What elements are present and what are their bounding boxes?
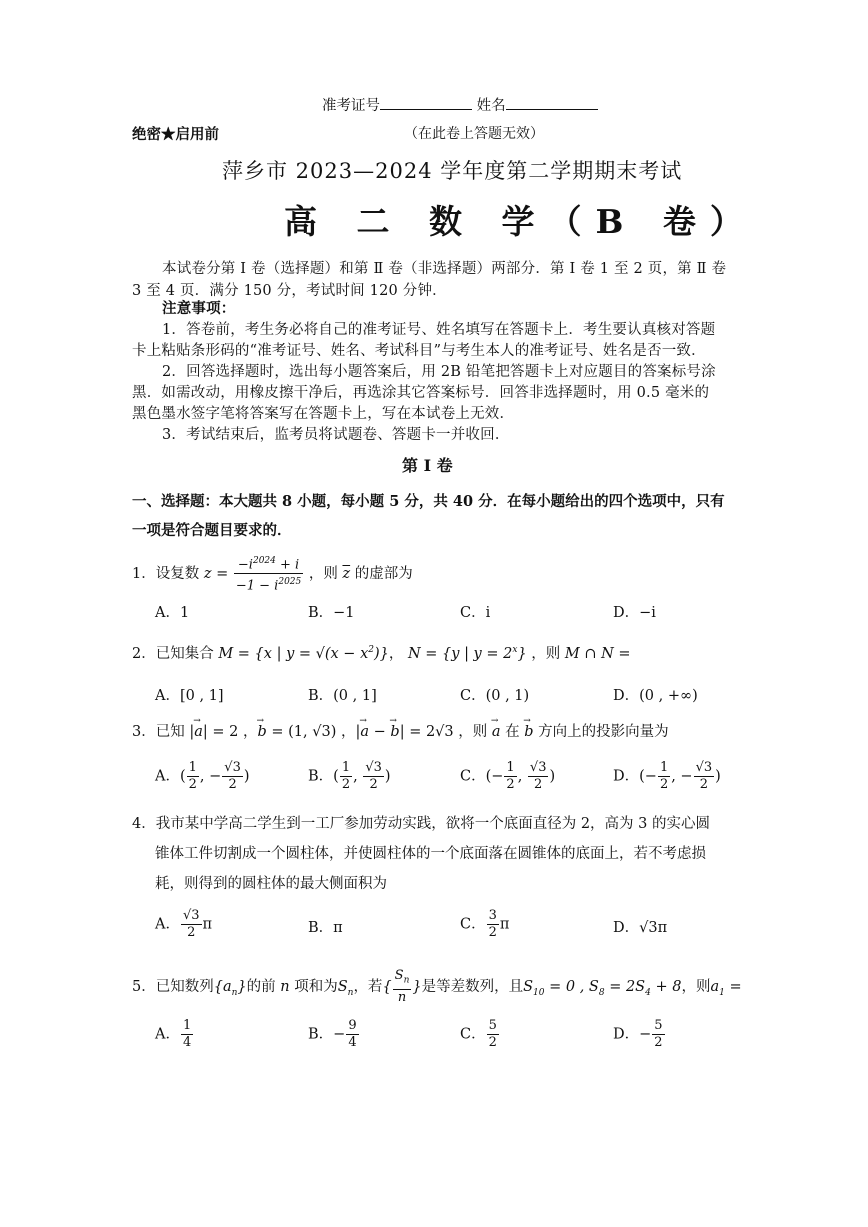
q1-option-d[interactable]: D．−i [613, 605, 656, 621]
question-4-line: 锥体工件切割成一个圆柱体，并使圆柱体的一个底面落在圆锥体的底面上，若不考虑损 [155, 846, 706, 862]
q3-conditions: |→ a| = 2 ，→ b = (1, √3) ，|→ a − → b| = 2√3 ，则 → a 在 → b [189, 724, 533, 740]
question-4-line: 耗，则得到的圆柱体的最大侧面积为 [155, 876, 387, 892]
q2-option-a[interactable]: A．[0 , 1] [155, 688, 224, 704]
subject-title: 高 二 数 学（B 卷） [284, 202, 757, 241]
q1-formula: z = $\frac{-i^{2024} + i}{-1 - i^{2025}}$ [204, 566, 309, 582]
q1-conjugate: $\overline{z}$ [342, 565, 351, 582]
section-one-line: 一、选择题：本大题共 8 小题，每小题 5 分，共 40 分．在每小题给出的四个选项中，只有 [132, 493, 725, 510]
exam-number-blank [380, 95, 472, 110]
q3-prefix: 3．已知 [132, 724, 185, 740]
q2-set-m: M = {x | $y = √(x - x^2)$} [218, 645, 389, 662]
q5-option-a[interactable]: A． $\frac{1}{4}$ [155, 1018, 192, 1050]
notice-line: 1．答卷前，考生务必将自己的准考证号、姓名填写在答题卡上．考生要认真核对答题 [162, 322, 716, 338]
intro-line: 3 至 4 页．满分 150 分，考试时间 120 分钟． [132, 283, 447, 299]
q5-option-b[interactable]: B．− $\frac{9}{4}$ [308, 1018, 357, 1050]
intro-line: 本试卷分第 Ⅰ 卷（选择题）和第 Ⅱ 卷（非选择题）两部分．第 Ⅰ 卷 1 至 2 页，第 Ⅱ 卷 [162, 261, 727, 277]
q2-suffix: ，则 [531, 645, 561, 662]
notice-heading: 注意事项： [162, 300, 236, 317]
q2-option-c[interactable]: C．(0 , 1) [460, 688, 530, 704]
name-label: 姓名 [476, 98, 506, 114]
q2-prefix: 2．已知集合 [132, 645, 214, 662]
q2-set-n: N = {y | $y = 2^x$} [407, 645, 527, 662]
q4-option-d[interactable]: D．√3π [613, 920, 668, 936]
q4-option-a[interactable]: A． $\frac{√3}{2}$ π [155, 908, 213, 940]
notice-line: 2．回答选择题时，选出每小题答案后，用 2B 铅笔把答题卡上对应题目的答案标号涂 [162, 364, 716, 380]
question-3 [132, 720, 669, 744]
secret-label: 绝密★启用前 [132, 126, 219, 143]
q4-option-b[interactable]: B．π [308, 920, 343, 936]
notice-line: 3．考试结束后，监考员将试题卷、答题卡一并收回． [162, 427, 510, 443]
question-4-line: 4．我市某中学高二学生到一工厂参加劳动实践，欲将一个底面直径为 2，高为 3 的实心圆 [132, 816, 710, 832]
q5-prefix: 5．已知数列 [132, 978, 214, 995]
q1-option-b[interactable]: B．−1 [308, 605, 355, 621]
part-one-heading: 第 Ⅰ 卷 [402, 456, 453, 475]
exam-number-label: 准考证号 [322, 98, 380, 114]
exam-number-field [322, 94, 598, 115]
q2-option-b[interactable]: B．(0 , 1] [308, 688, 377, 704]
question-2: 2．已知集合 M = {x | $y = √(x - x^2)$}， N = {y | $y = 2^x$} ，则 M ∩ N = [132, 645, 631, 662]
q3-option-c[interactable]: C．(− $\frac{1}{2}$ , $\frac{√3}{2}$ ) [460, 760, 556, 792]
answer-invalid-note: （在此卷上答题无效） [404, 126, 544, 142]
q1-suffix: ，则 [308, 565, 338, 582]
exam-title: 萍乡市 2023—2024 学年度第二学期期末考试 [222, 159, 683, 183]
q5-option-c[interactable]: C． $\frac{5}{2}$ [460, 1018, 497, 1050]
q2-intersection: M ∩ N = [564, 645, 631, 662]
q1-prefix: 1．设复数 [132, 565, 200, 582]
q3-option-a[interactable]: A．( $\frac{1}{2}$ , − $\frac{√3}{2}$ ) [155, 760, 250, 792]
notice-line: 黑色墨水签字笔将答案写在答题卡上，写在本试卷上无效． [132, 406, 515, 422]
q4-option-b-value: π [333, 920, 343, 936]
q3-option-d[interactable]: D．(− $\frac{1}{2}$ , − $\frac{√3}{2}$ ) [613, 760, 721, 792]
section-one-line: 一项是符合题目要求的． [132, 522, 292, 539]
q3-mid: 方向上的投影向量为 [538, 724, 669, 740]
question-1 [132, 553, 413, 595]
q1-suffix2: 的虚部为 [354, 565, 413, 582]
notice-line: 黑．如需改动，用橡皮擦干净后，再选涂其它答案标号．回答非选择题时，用 0.5 毫米的 [132, 385, 710, 401]
q2-option-d[interactable]: D．(0 , +∞) [613, 688, 698, 704]
q3-option-b[interactable]: B．( $\frac{1}{2}$ , $\frac{√3}{2}$ ) [308, 760, 391, 792]
notice-line: 卡上粘贴条形码的“准考证号、姓名、考试科目”与考生本人的准考证号、姓名是否一致． [132, 343, 706, 359]
q5-option-d[interactable]: D．− $\frac{5}{2}$ [613, 1018, 663, 1050]
name-blank [506, 95, 598, 110]
q1-option-a[interactable]: A．1 [155, 605, 190, 621]
q4-option-c[interactable]: C． $\frac{3}{2}$ π [460, 908, 510, 940]
q1-option-c[interactable]: C．i [460, 605, 491, 621]
question-5: 5．已知数列$\{a_n\}$的前 n 项和为$S_n$，若{ $\frac{S_n}{n}$ }是等差数列，且$S_{10} = 0$ , $S_8 = 2S_4 + 8$，则$a_1$ = [132, 968, 742, 1005]
